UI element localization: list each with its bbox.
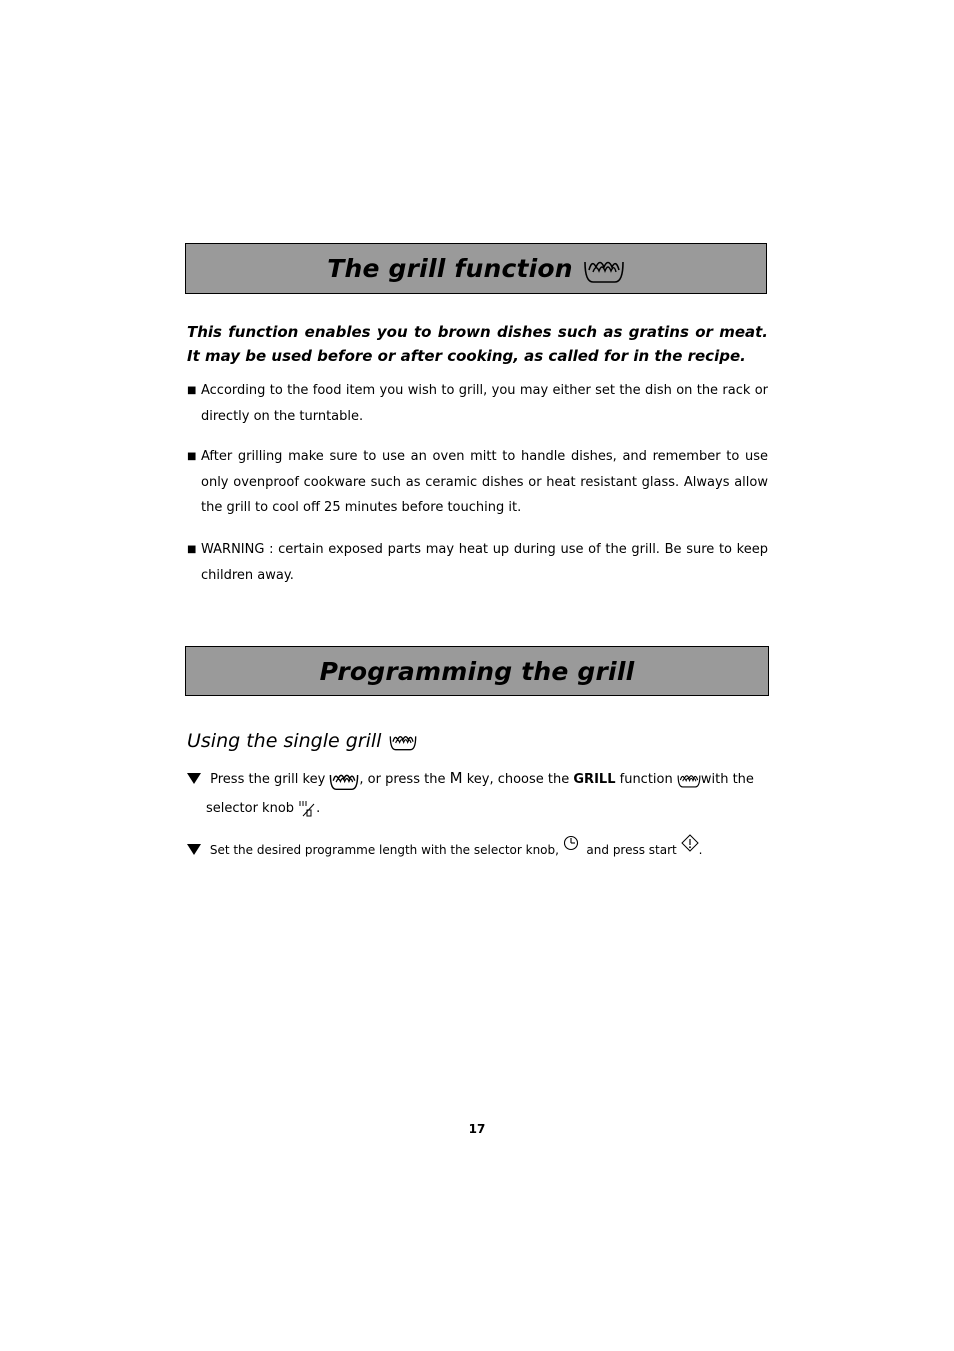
bullet-marker: ■ (187, 544, 197, 555)
list-item: ■ After grilling make sure to use an oven mitt to handle dishes, and remember to use only ovenproof cookware such as ceramic dishes or heat resistant glass. Always allow the grill to cool off 25 minutes before touching it. (187, 444, 768, 521)
start-icon (681, 834, 699, 852)
section-title: Programming the grill (319, 656, 635, 686)
triangle-bullet-icon (187, 773, 201, 784)
bullet-marker: ■ (187, 385, 197, 396)
triangle-bullet-icon (187, 844, 201, 855)
bullet-marker: ■ (187, 451, 197, 462)
page-number: 17 (468, 1122, 486, 1136)
programming-grill-banner (185, 646, 769, 696)
clock-icon (563, 835, 579, 851)
grill-function-label: GRILL (573, 772, 616, 787)
m-key-label: M (449, 769, 463, 787)
list-item: ■ According to the food item you wish to grill, you may either set the dish on the rack or directly on the turntable. (187, 378, 768, 429)
intro-paragraph: This function enables you to brown dishes such as gratins or meat. It may be used before or after cooking, as called for in the recipe. (187, 323, 768, 365)
grill-icon (677, 770, 701, 789)
grill-icon (389, 730, 417, 752)
subheading: Using the single grill (187, 730, 417, 752)
list-item: ■ WARNING : certain exposed parts may heat up during use of the grill. Be sure to keep children away. (187, 537, 768, 588)
step-2: Set the desired programme length with the selector knob, and press start . (187, 834, 762, 862)
section-title: The grill function (327, 254, 625, 284)
selector-knob-icon (298, 800, 316, 818)
grill-function-banner (185, 243, 767, 294)
grill-key-icon (329, 769, 359, 791)
grill-icon (583, 254, 625, 284)
step-1: Press the grill key , or press the M key, choose the GRILL function with the selector knob . (187, 764, 762, 823)
